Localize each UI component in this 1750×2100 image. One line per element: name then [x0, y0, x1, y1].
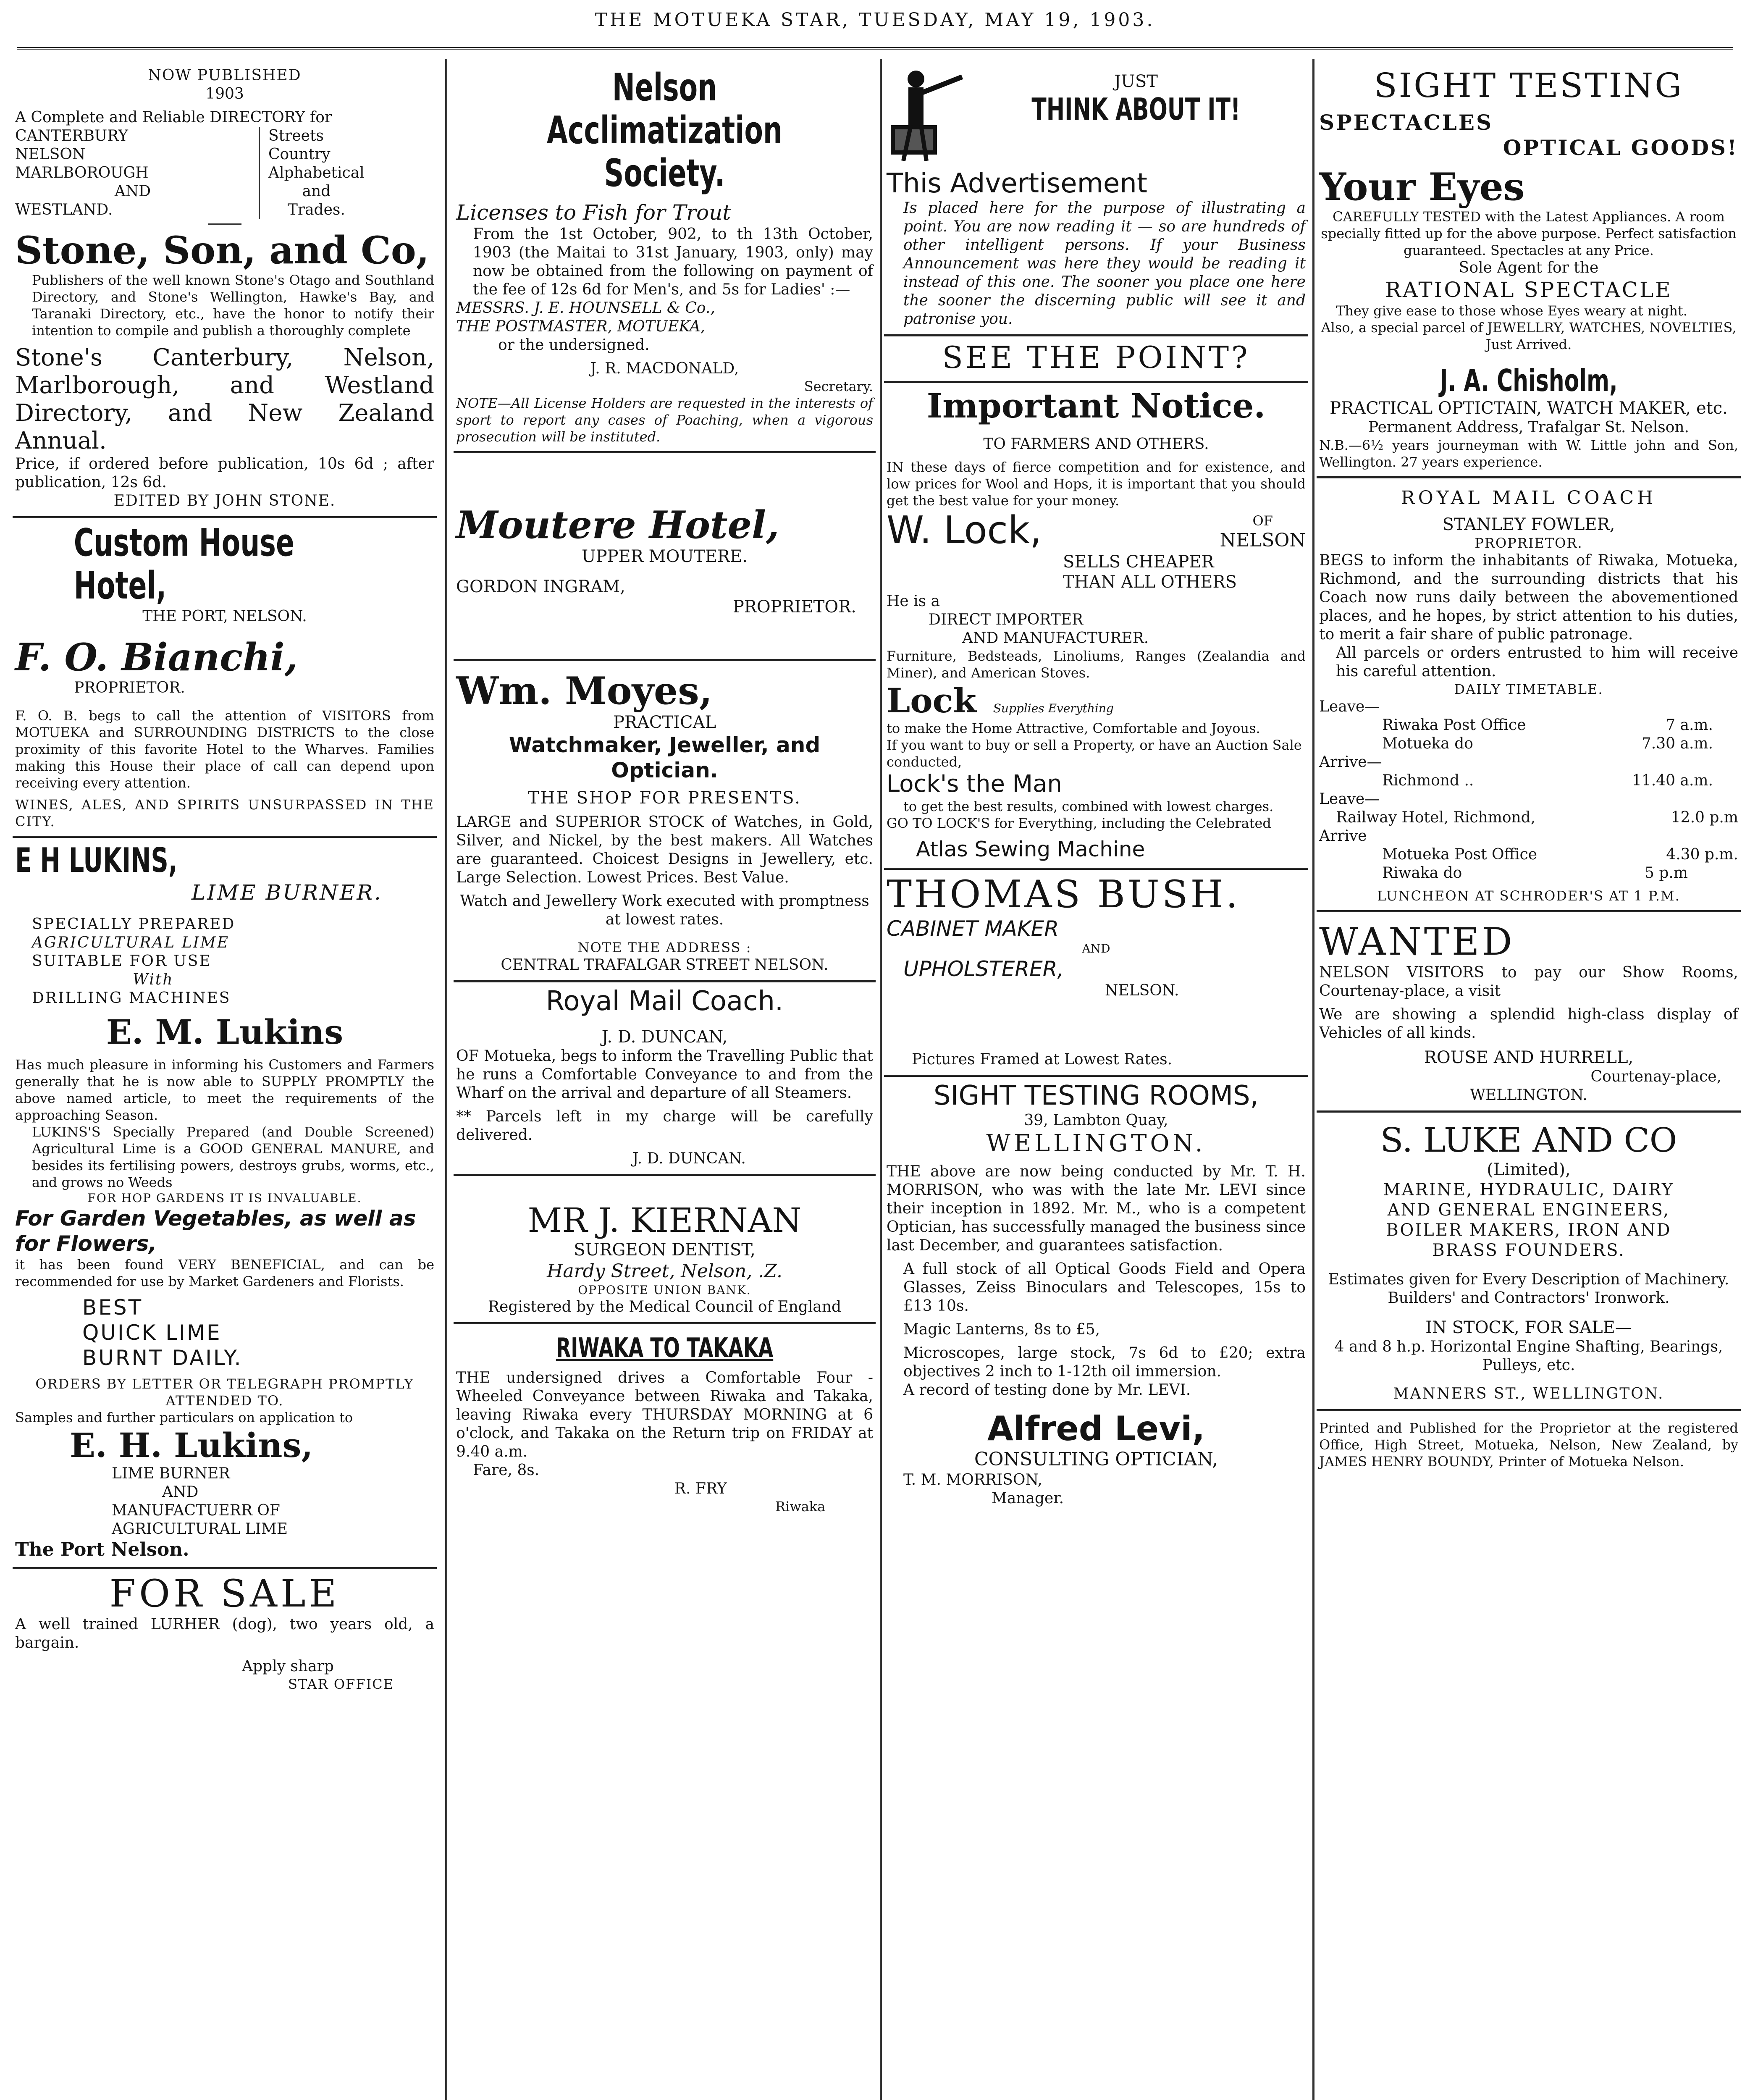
- moutere-place: UPPER MOUTERE.: [582, 547, 748, 566]
- just: JUST: [1114, 72, 1158, 91]
- locks-the-man: Lock's the Man: [887, 770, 1062, 798]
- regions-block: [15, 127, 434, 219]
- bush-pictures: Pictures Framed at Lowest Rates.: [912, 1051, 1173, 1068]
- tt-time: 7 a.m.: [1666, 717, 1713, 734]
- lock-name-row: [887, 509, 1306, 552]
- lock-supplies: [887, 681, 1306, 720]
- think-body: Is placed here for the purpose of illustrating a point. You are now reading it — so are hundreds of other intelligent persons. If your Business Announcement was here they would be reading it instead of this one. The sooner you place one here the sooner the discerning public will see it and patronise you.: [903, 200, 1306, 328]
- manufacturer: AND MANUFACTURER.: [962, 630, 1149, 647]
- lock-gothic: Lock: [887, 681, 976, 720]
- bush-uph: UPHOLSTERER,: [903, 957, 1064, 981]
- manager-name: T. M. MORRISON,: [903, 1471, 1042, 1488]
- lukins-body1: Has much pleasure in informing his Customers and Farmers generally that he is now able to SUPPLY PROMPTLY the above named article, to meet the requirements of the approaching Season.: [15, 1057, 434, 1123]
- luke-builders: Builders' and Contractors' Ironwork.: [1388, 1289, 1670, 1307]
- lukins-signature: E. H. Lukins,: [70, 1425, 313, 1465]
- tt-time: 4.30 p.m.: [1666, 846, 1738, 863]
- agent: THE POSTMASTER, MOTUEKA,: [456, 318, 706, 335]
- lock-goods: Furniture, Bedsteads, Linoliums, Ranges (Zealandia and Miner), and American Stoves.: [887, 648, 1306, 681]
- thomas-bush-ad: [884, 870, 1308, 1077]
- now-published: NOW PUBLISHED: [148, 67, 302, 84]
- lime-line: BURNT DAILY.: [82, 1346, 243, 1370]
- tt-label: Leave—: [1319, 698, 1380, 715]
- for-sale-ad: [13, 1569, 437, 1698]
- luke-estimates: Estimates given for Every Description of Machinery.: [1328, 1271, 1729, 1288]
- luke-lines: [1319, 1180, 1738, 1260]
- lukins-gothic-name: E. M. Lukins: [106, 1012, 344, 1052]
- sole-agent: Sole Agent for the: [1459, 259, 1599, 276]
- features: [259, 127, 365, 219]
- fowler-role: PROPRIETOR.: [1475, 535, 1583, 551]
- price: Price, if ordered before publication, 10s 6d ; after publication, 12s 6d.: [15, 455, 434, 491]
- riwaka-fare: Fare, 8s.: [473, 1462, 540, 1479]
- agent: MESSRS. J. E. HOUNSELL & Co.,: [456, 299, 715, 317]
- column-3: [884, 63, 1308, 2100]
- specially-line: With: [133, 971, 174, 988]
- duncan-coach-ad: [454, 982, 876, 1176]
- tt-label: Arrive—: [1319, 753, 1382, 771]
- specially-line: SUITABLE FOR USE: [32, 953, 212, 970]
- lime-line: QUICK LIME: [82, 1320, 222, 1345]
- coach-name: J. D. DUNCAN,: [601, 1027, 728, 1047]
- lime-line: BEST: [82, 1295, 143, 1320]
- custom-house-hotel-ad: [13, 518, 437, 838]
- region: AND: [114, 183, 151, 200]
- lock-intro: IN these days of fierce competition and for existence, and low prices for Wool and Hops, it is important that you should get the best value for your money.: [887, 459, 1306, 509]
- lock-results: to get the best results, combined with lowest charges.: [903, 798, 1274, 814]
- your-eyes: Your Eyes: [1319, 165, 1525, 209]
- column-4: [1317, 63, 1741, 2100]
- garden-rest: it has been found VERY BENEFICIAL, and can be recommended for use by Market Gardeners and Florists.: [15, 1257, 434, 1289]
- tt-label: Leave—: [1319, 790, 1380, 808]
- region: WESTLAND.: [15, 201, 113, 218]
- feature: and: [302, 183, 331, 200]
- eyes-body: CAREFULLY TESTED with the Latest Appliances. A room specially fitted up for the above purpose. Perfect satisfaction guaranteed. Spectacles at any Price.: [1321, 209, 1737, 258]
- fowler-name: STANLEY FOWLER,: [1442, 515, 1615, 534]
- timetable-row: [1319, 735, 1738, 753]
- region: NELSON: [15, 146, 86, 163]
- luke-stock: IN STOCK, FOR SALE—: [1425, 1318, 1632, 1337]
- spectacles: SPECTACLES: [1319, 110, 1493, 135]
- for-sale-head: FOR SALE: [109, 1572, 340, 1616]
- coach-title: Royal Mail Coach.: [546, 986, 784, 1017]
- lime-lines: [15, 1295, 434, 1370]
- moutere-role: PROPRIETOR.: [732, 597, 856, 617]
- acclimatization-ad: [454, 63, 876, 453]
- tt-place: Motueka do: [1382, 735, 1473, 752]
- divider: [208, 223, 241, 225]
- feature: Country: [268, 146, 331, 163]
- feature: Trades.: [287, 201, 345, 218]
- editor: EDITED BY JOHN STONE.: [113, 492, 336, 509]
- rooms-head: SIGHT TESTING ROOMS,: [934, 1080, 1259, 1111]
- than-all: THAN ALL OTHERS: [1063, 572, 1237, 592]
- optical-goods: OPTICAL GOODS!: [1503, 135, 1738, 160]
- timetable-row: [1319, 753, 1738, 772]
- proprietor-name: F. O. Bianchi,: [15, 635, 298, 680]
- timetable-row: [1319, 772, 1738, 790]
- feature: Streets: [268, 127, 324, 144]
- timetable-row: [1319, 808, 1738, 827]
- sig-line: AND: [162, 1483, 199, 1501]
- luke-addr: MANNERS ST., WELLINGTON.: [1393, 1385, 1664, 1402]
- lukins-name: E H LUKINS,: [15, 841, 178, 880]
- chisholm-role: PRACTICAL OPTICTAIN, WATCH MAKER, etc.: [1330, 399, 1728, 418]
- timetable: [1319, 698, 1738, 882]
- timetable-row: [1319, 827, 1738, 845]
- wanted-showing: We are showing a splendid high-class display of Vehicles of all kinds.: [1319, 1006, 1738, 1042]
- stone-directory-ad: [13, 63, 437, 518]
- hop-gardens: FOR HOP GARDENS IT IS INVALUABLE.: [87, 1191, 362, 1205]
- luke-line: BOILER MAKERS, IRON AND: [1386, 1221, 1671, 1240]
- fowler-parcels: All parcels or orders entrusted to him will receive his careful attention.: [1336, 644, 1738, 680]
- rooms-body: THE above are now being conducted by Mr. T. H. MORRISON, who was with the late Mr. LEVI since their inception in 1892. Mr. M., who is a competent Optician, has successfully managed the business since last December, and guarantees satisfaction.: [887, 1163, 1306, 1254]
- riwaka-sig: R. FRY: [674, 1480, 727, 1497]
- luncheon: LUNCHEON AT SCHRODER'S AT 1 P.M.: [1377, 888, 1680, 904]
- sig-line: MANUFACTUERR OF: [112, 1502, 280, 1519]
- region: CANTERBURY: [15, 127, 128, 144]
- luke-line: BRASS FOUNDERS.: [1432, 1241, 1625, 1260]
- column-1: [13, 63, 437, 2100]
- lukins-lime-ad: [13, 838, 437, 1569]
- tt-place: Richmond ..: [1382, 772, 1474, 789]
- riwaka-place: Riwaka: [775, 1499, 826, 1515]
- he-is: He is a: [887, 593, 940, 610]
- lock-nelson: NELSON: [1220, 530, 1306, 551]
- riwaka-takaka-ad: [454, 1324, 876, 1521]
- rooms-micro: Microscopes, large stock, 7s 6d to £20; extra objectives 2 inch to 1-12th oil immersion.: [903, 1344, 1306, 1380]
- think-text: [966, 66, 1306, 127]
- hotel-name: Custom House Hotel,: [73, 521, 294, 608]
- licenses: Licenses to Fish for Trout: [456, 200, 731, 225]
- hotel-body: F. O. B. begs to call the attention of VISITORS from MOTUEKA and SURROUNDING DISTRICTS to the close proximity of this favorite Hotel to the Wharves. Families making this House their place of call can depend upon receiving every attention.: [15, 708, 434, 791]
- hotel-location: THE PORT, NELSON.: [142, 608, 307, 625]
- secretary-name: J. R. MACDONALD,: [590, 360, 739, 377]
- timetable-label: DAILY TIMETABLE.: [1454, 681, 1603, 697]
- lime-burner: LIME BURNER.: [192, 880, 383, 905]
- tt-time: 7.30 a.m.: [1641, 735, 1713, 752]
- coach-sig: J. D. DUNCAN.: [632, 1150, 746, 1167]
- kiernan-role: SURGEON DENTIST,: [574, 1240, 756, 1260]
- chisholm-addr: Permanent Address, Trafalgar St. Nelson.: [1368, 419, 1689, 436]
- kiernan-reg: Registered by the Medical Council of England: [488, 1298, 842, 1315]
- lukins-body2: LUKINS'S Specially Prepared (and Double Screened) Agricultural Lime is a GOOD GENERAL MANURE, and besides its fertilising powers, destroys grubs, worms, etc., and grows no Weeds: [32, 1124, 434, 1190]
- moutere-name: Moutere Hotel,: [456, 503, 779, 547]
- column-2: [454, 63, 876, 2100]
- column-divider: [880, 59, 882, 2100]
- year: 1903: [205, 85, 244, 102]
- fowler-body: BEGS to inform the inhabitants of Riwaka, Motueka, Richmond, and the surrounding districts that his Coach now runs daily between the abovementioned places, and he hopes, by strict attention to his duties, to merit a fair share of public patronage.: [1319, 552, 1738, 643]
- moyes-address: CENTRAL TRAFALGAR STREET NELSON.: [501, 956, 829, 974]
- firm-body: Publishers of the well known Stone's Otago and Southland Directory, and Stone's Wellington, Hawke's Bay, and Taranaki Directory, etc., have the honor to notify their intention to compile and publish a thoroughly complete: [32, 272, 434, 339]
- sig-line: AGRICULTURAL LIME: [112, 1520, 288, 1538]
- to-farmers: TO FARMERS AND OTHERS.: [983, 436, 1209, 453]
- kiernan-name: MR J. KIERNAN: [527, 1201, 802, 1240]
- timetable-row: [1319, 864, 1738, 882]
- rooms-magic: Magic Lanterns, 8s to £5,: [903, 1321, 1100, 1338]
- masthead: THE MOTUEKA STAR, TUESDAY, MAY 19, 1903.: [595, 9, 1155, 31]
- moyes-body: LARGE and SUPERIOR STOCK of Watches, in Gold, Silver, and Nickel, by the best makers. All Watches are guaranteed. Choicest Designs in Jewellery, etc. Large Selection. Lowest Prices. Best Value.: [456, 814, 873, 886]
- rooms-record: A record of testing done by Mr. LEVI.: [903, 1381, 1191, 1399]
- sight-testing-head: SIGHT TESTING: [1374, 66, 1684, 105]
- levi-role: CONSULTING OPTICIAN,: [974, 1449, 1218, 1470]
- wines-line: WINES, ALES, AND SPIRITS UNSURPASSED IN THE CITY.: [15, 797, 434, 830]
- tt-place: Riwaka do: [1382, 864, 1462, 882]
- society-title: Nelson Acclimatization Society.: [546, 66, 783, 195]
- atlas-sewing: Atlas Sewing Machine: [916, 837, 1145, 861]
- moyes-note: NOTE THE ADDRESS :: [577, 940, 752, 956]
- important-notice: Important Notice.: [926, 386, 1266, 425]
- kiernan-street: Hardy Street, Nelson, .Z.: [547, 1260, 782, 1282]
- rooms-addr: 39, Lambton Quay,: [1024, 1112, 1168, 1129]
- lock-home: to make the Home Attractive, Comfortable and Joyous.: [887, 720, 1260, 736]
- specially-block: [15, 915, 434, 1008]
- levi-name: Alfred Levi,: [987, 1409, 1205, 1448]
- sells-cheaper: SELLS CHEAPER: [1063, 552, 1214, 572]
- wanted-addr: Courtenay-place,: [1590, 1068, 1721, 1085]
- wanted-firm: ROUSE AND HURRELL,: [1424, 1048, 1634, 1067]
- apply: Apply sharp: [242, 1658, 334, 1675]
- see-the-point-ad: [884, 336, 1308, 383]
- column-divider: [1312, 59, 1314, 2100]
- imprint-text: Printed and Published for the Proprietor at the registered Office, High Street, Motueka, Nelson, New Zealand, by JAMES HENRY BOUNDY, Printer of Motueka Nelson.: [1319, 1420, 1738, 1470]
- secretary-role: Secretary.: [804, 378, 873, 394]
- for-sale-body: A well trained LURHER (dog), two years old, a bargain.: [15, 1616, 434, 1651]
- supplies-everything: Supplies Everything: [993, 701, 1114, 715]
- give-ease: They give ease to those whose Eyes weary at night.: [1336, 303, 1687, 319]
- samples: Samples and further particulars on application to: [15, 1410, 353, 1425]
- pointing-man-icon: [887, 66, 966, 163]
- luke-ltd: (Limited),: [1487, 1160, 1571, 1179]
- rooms-stock: A full stock of all Optical Goods Field and Opera Glasses, Zeiss Binoculars and Telescopes, 15s to £13 10s.: [903, 1260, 1306, 1315]
- agent: or the undersigned.: [498, 336, 650, 354]
- think-header: [887, 66, 1306, 163]
- tt-time: 12.0 p.m: [1671, 809, 1738, 826]
- direct-importer: DIRECT IMPORTER: [929, 611, 1084, 628]
- tt-place: Riwaka Post Office: [1382, 717, 1526, 734]
- region: MARLBOROUGH: [15, 164, 149, 181]
- riwaka-body: THE undersigned drives a Comfortable Four - Wheeled Conveyance between Riwaka and Takaka, leaving Riwaka every THURSDAY MORNING at 6 o'clock, and Takaka on the Return trip on FRIDAY at 9.40 a.m.: [456, 1369, 873, 1460]
- bush-and: AND: [1082, 942, 1110, 956]
- lock-of: OF: [1252, 513, 1273, 529]
- manager-label: Manager.: [992, 1490, 1064, 1507]
- rational-spectacle: RATIONAL SPECTACLE: [1385, 278, 1672, 302]
- orders: ORDERS BY LETTER OR TELEGRAPH PROMPTLY ATTENDED TO.: [35, 1376, 414, 1409]
- feature: Alphabetical: [268, 164, 365, 181]
- timetable-row: [1319, 698, 1738, 716]
- luke-line: AND GENERAL ENGINEERS,: [1387, 1200, 1670, 1220]
- garden-vegetables: For Garden Vegetables, as well as for Flowers,: [15, 1206, 416, 1256]
- kiernan-opp: OPPOSITE UNION BANK.: [578, 1283, 751, 1297]
- tt-place: Motueka Post Office: [1382, 846, 1537, 863]
- specially-line: DRILLING MACHINES: [32, 990, 231, 1007]
- specially-line: SPECIALLY PREPARED: [32, 916, 236, 933]
- lock-ad: [884, 383, 1308, 870]
- moyes-name: Wm. Moyes,: [456, 669, 713, 713]
- agents: [456, 299, 873, 354]
- kiernan-ad: [454, 1176, 876, 1324]
- wanted-ad: [1317, 912, 1741, 1113]
- acclim-body: From the 1st October, 902, to th 13th October, 1903 (the Maitai to 31st January, 1903, only) may now be obtained from the following on payment of the fee of 12s 6d for Men's, and 5s for Ladies' :—: [473, 226, 873, 298]
- riwaka-head: RIWAKA TO TAKAKA: [556, 1333, 774, 1364]
- tt-label: Arrive: [1319, 827, 1367, 845]
- think-about-it-ad: [884, 63, 1308, 336]
- sig-lines: [15, 1465, 434, 1538]
- chisholm-name: J. A. Chisholm,: [1440, 363, 1618, 398]
- moyes-practical: PRACTICAL: [613, 713, 716, 732]
- specially-line: AGRICULTURAL LIME: [32, 934, 230, 951]
- column-divider: [445, 59, 447, 2100]
- coach-parcels: ** Parcels left in my charge will be carefully delivered.: [456, 1108, 873, 1144]
- timetable-row: [1319, 845, 1738, 864]
- coach-body: OF Motueka, begs to inform the Travelling Public that he runs a Comfortable Conveyance to and from the Wharf on the arrival and departure of all Steamers.: [456, 1047, 873, 1102]
- tt-time: 5 p.m: [1645, 864, 1688, 882]
- timetable-row: [1319, 716, 1738, 735]
- see-the-point: SEE THE POINT?: [942, 340, 1250, 375]
- fowler-coach-ad: [1317, 478, 1741, 912]
- wanted-head: WANTED: [1319, 920, 1515, 964]
- lock-property: If you want to buy or sell a Property, or have an Auction Sale conducted,: [887, 737, 1302, 770]
- moyes-trade: Watchmaker, Jeweller, and Optician.: [509, 733, 821, 782]
- rooms-city: WELLINGTON.: [986, 1130, 1206, 1157]
- lock-name: W. Lock,: [887, 508, 1042, 552]
- imprint: [1317, 1411, 1741, 1476]
- luke-line: MARINE, HYDRAULIC, DAIRY: [1383, 1180, 1674, 1200]
- moyes-shop: THE SHOP FOR PRESENTS.: [528, 788, 801, 808]
- fowler-head: ROYAL MAIL COACH: [1401, 487, 1657, 509]
- directory-title: Stone's Canterbury, Nelson, Marlborough, and Westland Directory, and New Zealand Annual.: [15, 344, 434, 454]
- luke-ad: [1317, 1113, 1741, 1411]
- lock-of-nelson: [1220, 512, 1306, 552]
- luke-name: S. LUKE AND CO: [1380, 1121, 1677, 1160]
- port-nelson: The Port Nelson.: [15, 1539, 189, 1560]
- sig-line: LIME BURNER: [112, 1465, 230, 1482]
- special-parcel: Also, a special parcel of JEWELLRY, WATCHES, NOVELTIES, Just Arrived.: [1321, 320, 1737, 352]
- think-head: THINK ABOUT IT!: [1031, 92, 1241, 127]
- chisholm-nb: N.B.—6½ years journeyman with W. Little john and Son, Wellington. 27 years experience.: [1319, 437, 1738, 470]
- this-advertisement: This Advertisement: [887, 168, 1147, 199]
- regions: [15, 127, 250, 219]
- moyes-repair: Watch and Jewellery Work executed with promptness at lowest rates.: [460, 892, 869, 928]
- bush-place: NELSON.: [1105, 982, 1179, 999]
- intro: A Complete and Reliable DIRECTORY for: [15, 109, 332, 126]
- moyes-ad: [454, 661, 876, 982]
- masthead-rule: [17, 47, 1733, 50]
- luke-engine: 4 and 8 h.p. Horizontal Engine Shafting, Bearings, Pulleys, etc.: [1334, 1338, 1723, 1374]
- wanted-body: NELSON VISITORS to pay our Show Rooms, Courtenay-place, a visit: [1319, 964, 1738, 1000]
- acclim-note: NOTE—All License Holders are requested in the interests of sport to report any cases of Poaching, when a vigorous prosecution will be instituted.: [456, 395, 873, 445]
- moutere-owner: GORDON INGRAM,: [456, 577, 625, 596]
- firm-name: Stone, Son, and Co,: [15, 228, 430, 273]
- lock-goto: GO TO LOCK'S for Everything, including the Celebrated: [887, 815, 1271, 831]
- wanted-city: WELLINGTON.: [1470, 1087, 1587, 1104]
- sight-testing-ad: [1317, 63, 1741, 478]
- bush-name: THOMAS BUSH.: [887, 872, 1241, 916]
- tt-time: 11.40 a.m.: [1632, 772, 1713, 789]
- bush-trade: CABINET MAKER: [887, 916, 1059, 941]
- timetable-row: [1319, 790, 1738, 808]
- office: STAR OFFICE: [288, 1676, 394, 1692]
- sight-testing-rooms-ad: [884, 1077, 1308, 1514]
- moutere-hotel-ad: [454, 453, 876, 661]
- proprietor-label: PROPRIETOR.: [74, 679, 185, 696]
- tt-place: Railway Hotel, Richmond,: [1336, 809, 1536, 826]
